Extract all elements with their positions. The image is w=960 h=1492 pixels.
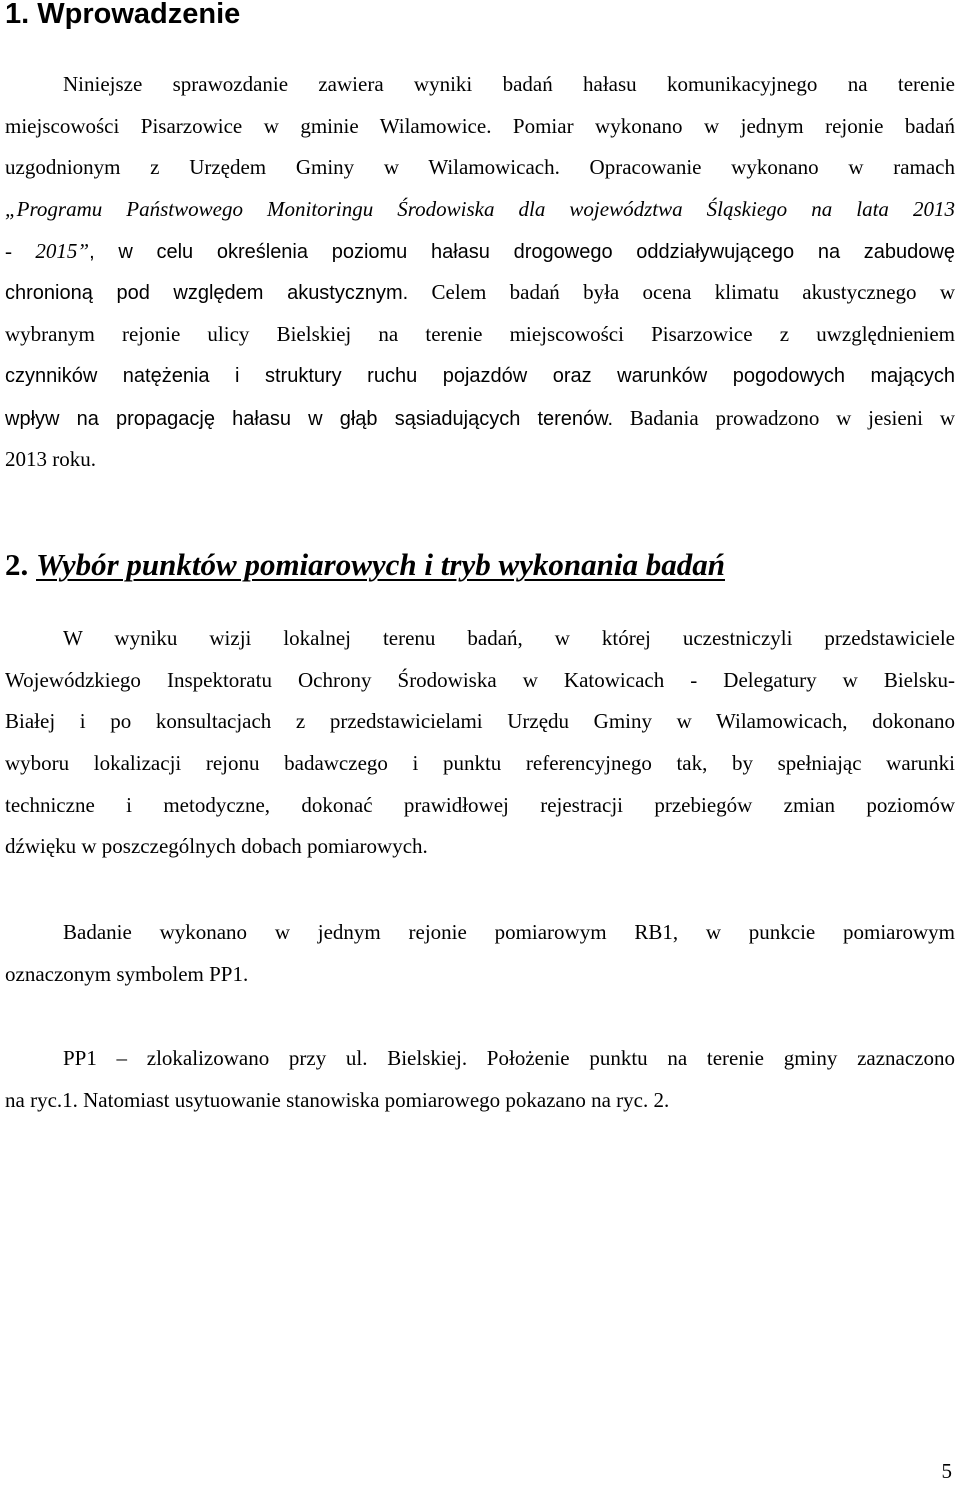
text-segment: wpływ na propagację hałasu w głąb sąsiadujących terenów. [5,407,614,430]
text-segment: Badania prowadzono w jesieni w [613,405,955,430]
text-line: W wyniku wizji lokalnej terenu badań, w której uczestniczyli przedstawiciele [63,626,955,650]
text-line: wybranym rejonie ulicy Bielskiej na terenie miejscowości Pisarzowice z uwzględnieniem [5,322,955,347]
text-line: PP1 – zlokalizowano przy ul. Bielskiej. Położenie punktu na terenie gminy zaznaczono [63,1046,955,1070]
text-segment: Opracowanie wykonano w ramach [559,155,956,180]
text-segment: chronioną pod względem akustycznym. [5,282,409,305]
text-segment: Celem badań była ocena klimatu akustycznego w [408,280,955,305]
text-segment: uzgodnionym z Urzędem Gminy w Wilamowicach. [5,155,560,180]
section-heading-introduction: 1. Wprowadzenie [5,0,241,30]
text-line: oznaczonym symbolem PP1. [5,961,249,986]
location-paragraph [5,1038,955,1121]
introduction-paragraph [5,64,955,481]
text-line [5,272,955,314]
measurement-region-paragraph [5,912,955,995]
text-line: Wojewódzkiego Inspektoratu Ochrony Środowiska w Katowicach - Delegatury w Bielsku- [5,667,955,692]
text-line [5,231,955,273]
text-segment: , w celu określenia poziomu hałasu drogowego oddziaływującego na zabudowę [89,240,955,263]
text-line: czynników natężenia i struktury ruchu pojazdów oraz warunków pogodowych mających [5,364,955,387]
text-line: dźwięku w poszczególnych dobach pomiarowych. [5,834,428,859]
section-heading-measurement-points [5,544,725,586]
page-number: 5 [941,1459,952,1483]
text-line: Niniejsze sprawozdanie zawiera wyniki badań hałasu komunikacyjnego na terenie [63,72,955,96]
text-line: techniczne i metodyczne, dokonać prawidłowej rejestracji przebiegów zmian poziomów [5,792,955,817]
site-visit-paragraph [5,618,955,868]
text-line: miejscowości Pisarzowice w gminie Wilamowice. Pomiar wykonano w jednym rejonie badań [5,113,955,138]
section-heading-number: 2. [5,547,29,582]
text-line: Białej i po konsultacjach z przedstawicielami Urzędu Gminy w Wilamowicach, dokonano [5,709,955,734]
text-line: Badanie wykonano w jednym rejonie pomiarowym RB1, w punkcie pomiarowym [63,920,955,944]
text-line: wyboru lokalizacji rejonu badawczego i punktu referencyjnego tak, by spełniając warunki [5,751,955,776]
text-line [5,398,955,440]
text-line: 2013 roku. [5,447,96,472]
section-heading-title: Wybór punktów pomiarowych i tryb wykonania badań [36,547,725,582]
program-name-end: - 2015” [5,238,90,263]
text-line: na ryc.1. Natomiast usytuowanie stanowiska pomiarowego pokazano na ryc. 2. [5,1087,670,1112]
text-line [5,147,955,189]
program-name-line: „Programu Państwowego Monitoringu Środowiska dla województwa Śląskiego na lata 2013 [5,197,955,222]
